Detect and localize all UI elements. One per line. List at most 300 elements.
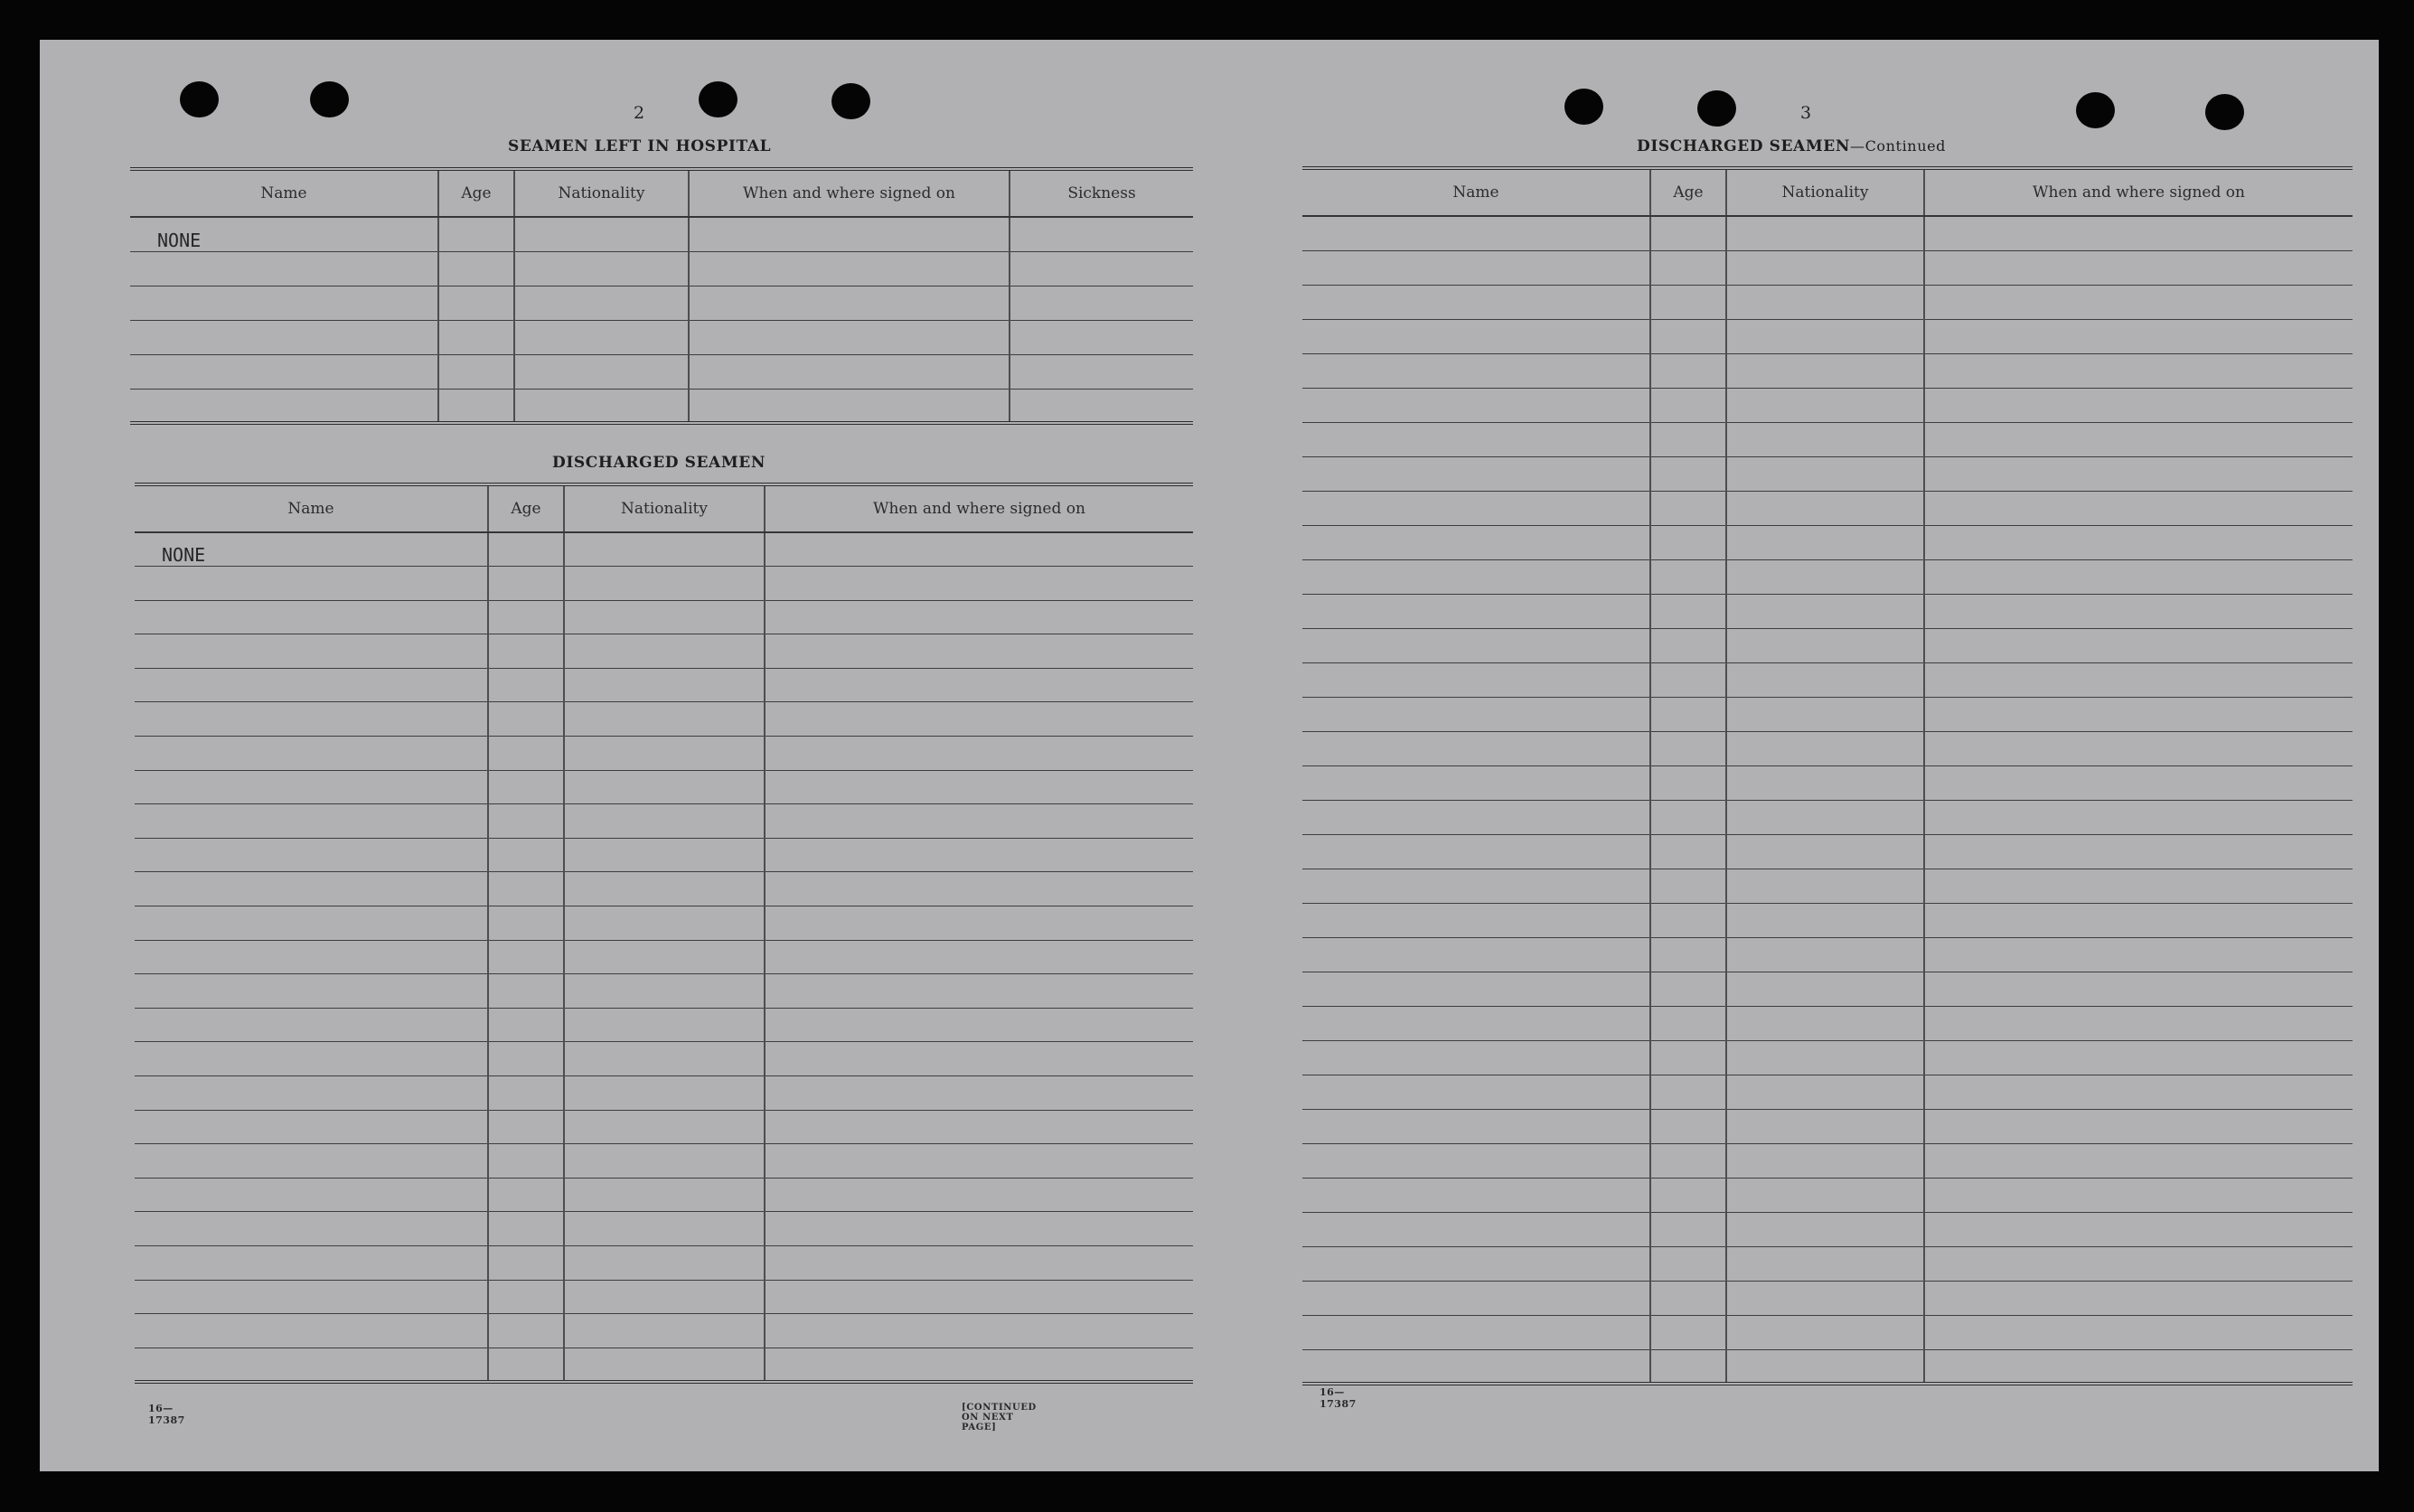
table-row: [135, 872, 1193, 906]
discharged-continued-table: [1302, 166, 2353, 1385]
table-row: [135, 940, 1193, 974]
table-row: [1302, 628, 2353, 662]
table-row: [130, 354, 1193, 389]
table-cell: [564, 906, 765, 941]
table-row: [1302, 1349, 2353, 1384]
column-header: When and where signed on: [1924, 168, 2353, 216]
table-cell: [564, 770, 765, 804]
table-row: [1302, 903, 2353, 937]
table-cell: [1650, 388, 1726, 422]
table-row: [130, 286, 1193, 320]
table-row: [1302, 1178, 2353, 1212]
table-cell: [689, 286, 1010, 320]
table-cell: [1924, 559, 2353, 594]
punch-hole: [2076, 92, 2115, 128]
table-cell: [564, 974, 765, 1009]
table-cell: [564, 1110, 765, 1144]
table-cell: [135, 600, 488, 634]
table-cell: [1650, 731, 1726, 765]
table-cell: [765, 1245, 1193, 1280]
table-cell: [1650, 800, 1726, 834]
table-cell: [1650, 1143, 1726, 1178]
punch-hole: [2205, 94, 2244, 130]
table-row: [135, 974, 1193, 1009]
table-row: [135, 634, 1193, 669]
table-cell: [564, 1314, 765, 1348]
table-cell: [1924, 972, 2353, 1006]
table-cell: [488, 1144, 564, 1179]
table-cell: [135, 567, 488, 601]
table-cell: [1924, 1246, 2353, 1281]
table-cell: [1726, 800, 1924, 834]
table-row: [1302, 731, 2353, 765]
table-cell: [438, 286, 514, 320]
table-cell: [135, 1042, 488, 1076]
table-cell: [1302, 662, 1650, 697]
table-cell: [1650, 937, 1726, 972]
table-row: [135, 1178, 1193, 1212]
table-cell: [1726, 1212, 1924, 1246]
table-cell: [135, 1110, 488, 1144]
table-cell: [564, 1144, 765, 1179]
table-cell: [1726, 1281, 1924, 1315]
table-cell: [1924, 525, 2353, 559]
table-cell: [765, 838, 1193, 872]
table-cell: [1302, 216, 1650, 250]
table-cell: [1650, 1109, 1726, 1143]
table-cell: [1726, 422, 1924, 456]
table-cell: [1924, 1006, 2353, 1040]
table-cell: [1924, 765, 2353, 800]
table-row: [1302, 834, 2353, 869]
table-cell: [135, 906, 488, 941]
table-cell: [488, 567, 564, 601]
table-row: [130, 217, 1193, 251]
table-cell: [1726, 765, 1924, 800]
table-row: [1302, 319, 2353, 353]
table-cell: [564, 1178, 765, 1212]
table-cell: [488, 1314, 564, 1348]
table-cell: [1302, 388, 1650, 422]
table-cell: [130, 389, 438, 423]
table-row: [135, 567, 1193, 601]
table-cell: [765, 1212, 1193, 1246]
table-cell: [438, 217, 514, 251]
table-cell: [765, 1110, 1193, 1144]
table-cell: [1726, 388, 1924, 422]
table-row: [1302, 1246, 2353, 1281]
table-row: [135, 737, 1193, 771]
table-cell: [564, 1348, 765, 1382]
table-cell: [564, 737, 765, 771]
table-cell: [1302, 731, 1650, 765]
table-cell: [1924, 1143, 2353, 1178]
table-cell: [488, 770, 564, 804]
table-cell: [1726, 491, 1924, 525]
table-cell: [765, 1348, 1193, 1382]
table-row: [135, 1280, 1193, 1314]
table-cell: [1726, 594, 1924, 628]
table-cell: [488, 668, 564, 702]
table-cell: [1010, 320, 1193, 354]
table-cell: [765, 737, 1193, 771]
table-cell: [765, 668, 1193, 702]
table-cell: [135, 702, 488, 737]
table-cell: [130, 354, 438, 389]
table-cell: [1726, 903, 1924, 937]
table-cell: [135, 872, 488, 906]
table-cell: [514, 251, 689, 286]
column-header: Nationality: [1726, 168, 1924, 216]
column-header: Nationality: [564, 484, 765, 532]
table-cell: [1924, 1212, 2353, 1246]
table-cell: [1650, 285, 1726, 319]
table-cell: [1924, 319, 2353, 353]
table-cell: [1726, 250, 1924, 285]
table-cell: [1726, 869, 1924, 903]
table-cell: [438, 354, 514, 389]
table-cell: [488, 838, 564, 872]
table-cell: [1726, 628, 1924, 662]
table-cell: [765, 1144, 1193, 1179]
table-cell: [689, 251, 1010, 286]
table-row: [1302, 1212, 2353, 1246]
table-row: [1302, 285, 2353, 319]
table-row: [135, 770, 1193, 804]
table-cell: [564, 567, 765, 601]
table-row: [1302, 662, 2353, 697]
table-cell: [1924, 456, 2353, 491]
page-number: 2: [634, 103, 645, 123]
table-cell: [564, 872, 765, 906]
table-cell: [488, 1076, 564, 1111]
table-cell: [1726, 662, 1924, 697]
table-row: [1302, 1075, 2353, 1109]
table-cell: [1924, 937, 2353, 972]
table-cell: [135, 1144, 488, 1179]
table-cell: [135, 1076, 488, 1111]
table-cell: [1302, 422, 1650, 456]
table-cell: [765, 940, 1193, 974]
table-cell: [135, 1348, 488, 1382]
table-cell: [1650, 1040, 1726, 1075]
table-cell: NONE: [135, 532, 488, 567]
table-row: [135, 1008, 1193, 1042]
table-cell: [1650, 216, 1726, 250]
table-row: [135, 702, 1193, 737]
table-row: [1302, 422, 2353, 456]
table-cell: [1726, 1075, 1924, 1109]
table-cell: [1302, 456, 1650, 491]
table-cell: [689, 320, 1010, 354]
table-row: [135, 1348, 1193, 1382]
table-cell: [765, 1008, 1193, 1042]
continued-note: [CONTINUED ON NEXT PAGE]: [962, 1403, 1037, 1432]
table-cell: [1302, 559, 1650, 594]
table-cell: [514, 320, 689, 354]
table-cell: [1726, 456, 1924, 491]
title-suffix: —Continued: [1849, 137, 1947, 155]
column-header: Nationality: [514, 169, 689, 217]
table-cell: [1010, 354, 1193, 389]
table-cell: [488, 1212, 564, 1246]
table-cell: [1924, 1349, 2353, 1384]
table-cell: [1924, 1040, 2353, 1075]
table-cell: [1302, 594, 1650, 628]
table-cell: [135, 940, 488, 974]
table-cell: [1302, 972, 1650, 1006]
table-cell: [1302, 800, 1650, 834]
table-cell: [1302, 1178, 1650, 1212]
table-cell: [135, 1212, 488, 1246]
table-row: [1302, 697, 2353, 731]
table-cell: [1924, 1281, 2353, 1315]
table-row: [1302, 491, 2353, 525]
table-cell: [1726, 1315, 1924, 1349]
table-row: [1302, 559, 2353, 594]
table-row: [135, 1110, 1193, 1144]
table-cell: [1302, 1075, 1650, 1109]
table-cell: [514, 354, 689, 389]
table-cell: [1650, 456, 1726, 491]
punch-hole: [310, 81, 349, 117]
table-cell: [1726, 1349, 1924, 1384]
table-cell: [1302, 1006, 1650, 1040]
table-cell: [135, 1280, 488, 1314]
table-cell: [1650, 422, 1726, 456]
form-number: 16—17387: [1320, 1386, 1357, 1410]
table-cell: [1302, 491, 1650, 525]
table-cell: [1726, 697, 1924, 731]
table-cell: [765, 1280, 1193, 1314]
column-header: Age: [1650, 168, 1726, 216]
table-cell: [1924, 285, 2353, 319]
discharged-section-title: DISCHARGED SEAMEN: [552, 454, 766, 472]
table-cell: [765, 974, 1193, 1009]
table-cell: [1924, 869, 2353, 903]
table-cell: [1650, 353, 1726, 388]
table-cell: [1650, 972, 1726, 1006]
table-cell: [1302, 697, 1650, 731]
table-cell: [1924, 388, 2353, 422]
table-row: [1302, 250, 2353, 285]
table-cell: [564, 600, 765, 634]
table-cell: [765, 1314, 1193, 1348]
table-cell: [135, 838, 488, 872]
table-cell: [564, 532, 765, 567]
table-cell: [1650, 697, 1726, 731]
table-cell: [488, 1042, 564, 1076]
table-cell: [1650, 834, 1726, 869]
document-scan: [40, 40, 2379, 1471]
table-row: [1302, 1040, 2353, 1075]
table-cell: [1302, 903, 1650, 937]
table-row: [1302, 869, 2353, 903]
table-cell: [1650, 1178, 1726, 1212]
table-cell: [765, 770, 1193, 804]
table-cell: [1924, 697, 2353, 731]
table-cell: [135, 737, 488, 771]
table-cell: [1650, 1315, 1726, 1349]
table-row: [1302, 594, 2353, 628]
table-row: [135, 600, 1193, 634]
table-cell: [1726, 937, 1924, 972]
table-cell: [1924, 1075, 2353, 1109]
table-cell: [1726, 1178, 1924, 1212]
table-cell: [765, 1178, 1193, 1212]
table-cell: [564, 1245, 765, 1280]
table-row: [135, 838, 1193, 872]
table-cell: [564, 838, 765, 872]
table-cell: [135, 804, 488, 839]
table-cell: [1726, 353, 1924, 388]
table-row: [1302, 1109, 2353, 1143]
title-main: DISCHARGED SEAMEN: [1637, 137, 1850, 155]
table-row: [1302, 525, 2353, 559]
column-header: When and where signed on: [765, 484, 1193, 532]
table-cell: [488, 1178, 564, 1212]
table-cell: [564, 1076, 765, 1111]
table-cell: [135, 974, 488, 1009]
table-cell: [1302, 1349, 1650, 1384]
table-cell: [488, 1245, 564, 1280]
table-cell: [135, 1178, 488, 1212]
table-cell: [488, 974, 564, 1009]
table-cell: [1010, 217, 1193, 251]
table-cell: [1650, 869, 1726, 903]
table-cell: [130, 251, 438, 286]
table-cell: [1302, 765, 1650, 800]
table-cell: [1302, 869, 1650, 903]
table-row: [130, 251, 1193, 286]
column-header: Name: [1302, 168, 1650, 216]
table-cell: [1726, 1109, 1924, 1143]
table-row: [135, 1144, 1193, 1179]
table-row: [135, 1314, 1193, 1348]
table-cell: [130, 320, 438, 354]
table-cell: [564, 668, 765, 702]
table-cell: [488, 906, 564, 941]
table-row: [135, 906, 1193, 941]
table-cell: NONE: [130, 217, 438, 251]
table-cell: [1010, 251, 1193, 286]
table-cell: [765, 532, 1193, 567]
table-cell: [564, 940, 765, 974]
table-cell: [1726, 834, 1924, 869]
table-cell: [438, 389, 514, 423]
table-cell: [488, 1008, 564, 1042]
table-cell: [765, 600, 1193, 634]
column-header: When and where signed on: [689, 169, 1010, 217]
table-cell: [488, 804, 564, 839]
table-cell: [1726, 559, 1924, 594]
table-cell: [564, 804, 765, 839]
table-cell: [135, 1314, 488, 1348]
table-row: [1302, 765, 2353, 800]
table-cell: [564, 1008, 765, 1042]
punch-hole: [831, 83, 870, 119]
table-cell: [1302, 1040, 1650, 1075]
table-cell: [1302, 1246, 1650, 1281]
punch-hole: [180, 81, 219, 117]
table-cell: [1726, 1006, 1924, 1040]
table-cell: [1650, 662, 1726, 697]
table-row: [1302, 456, 2353, 491]
table-cell: [1302, 250, 1650, 285]
table-cell: [1726, 525, 1924, 559]
table-cell: [1726, 285, 1924, 319]
table-cell: [765, 702, 1193, 737]
table-cell: [514, 389, 689, 423]
discharged-continued-title: [1637, 137, 1946, 155]
table-cell: [488, 940, 564, 974]
table-cell: [488, 634, 564, 669]
punch-hole: [1697, 90, 1736, 127]
table-cell: [1924, 491, 2353, 525]
table-cell: [765, 1076, 1193, 1111]
hospital-table: [130, 167, 1193, 425]
table-cell: [1924, 628, 2353, 662]
table-row: [1302, 216, 2353, 250]
table-cell: [1726, 216, 1924, 250]
table-cell: [1650, 1212, 1726, 1246]
table-cell: [1650, 1246, 1726, 1281]
table-cell: [1010, 286, 1193, 320]
table-cell: [1924, 800, 2353, 834]
table-row: [130, 389, 1193, 423]
table-row: [135, 1042, 1193, 1076]
table-cell: [488, 532, 564, 567]
table-cell: [488, 1280, 564, 1314]
table-cell: [765, 1042, 1193, 1076]
table-row: [135, 1245, 1193, 1280]
table-row: [135, 1212, 1193, 1246]
table-cell: [488, 702, 564, 737]
table-cell: [135, 770, 488, 804]
punch-hole: [1564, 89, 1603, 125]
column-header: Name: [135, 484, 488, 532]
table-cell: [1010, 389, 1193, 423]
table-cell: [1924, 422, 2353, 456]
table-cell: [564, 1042, 765, 1076]
table-cell: [1302, 319, 1650, 353]
punch-hole: [699, 81, 737, 117]
table-cell: [135, 668, 488, 702]
table-cell: [1924, 1315, 2353, 1349]
table-cell: [1726, 972, 1924, 1006]
table-cell: [765, 567, 1193, 601]
table-cell: [1650, 491, 1726, 525]
table-cell: [1650, 594, 1726, 628]
table-cell: [488, 600, 564, 634]
table-cell: [689, 389, 1010, 423]
table-cell: [1650, 1006, 1726, 1040]
table-cell: [1302, 1143, 1650, 1178]
table-cell: [1650, 628, 1726, 662]
table-row: [1302, 1315, 2353, 1349]
table-cell: [765, 804, 1193, 839]
table-cell: [135, 634, 488, 669]
table-cell: [514, 217, 689, 251]
table-cell: [564, 702, 765, 737]
table-cell: [564, 1212, 765, 1246]
table-cell: [1924, 1178, 2353, 1212]
column-header: Age: [488, 484, 564, 532]
table-cell: [1302, 1315, 1650, 1349]
table-cell: [1302, 353, 1650, 388]
table-row: [1302, 1281, 2353, 1315]
page-number: 3: [1800, 103, 1812, 123]
